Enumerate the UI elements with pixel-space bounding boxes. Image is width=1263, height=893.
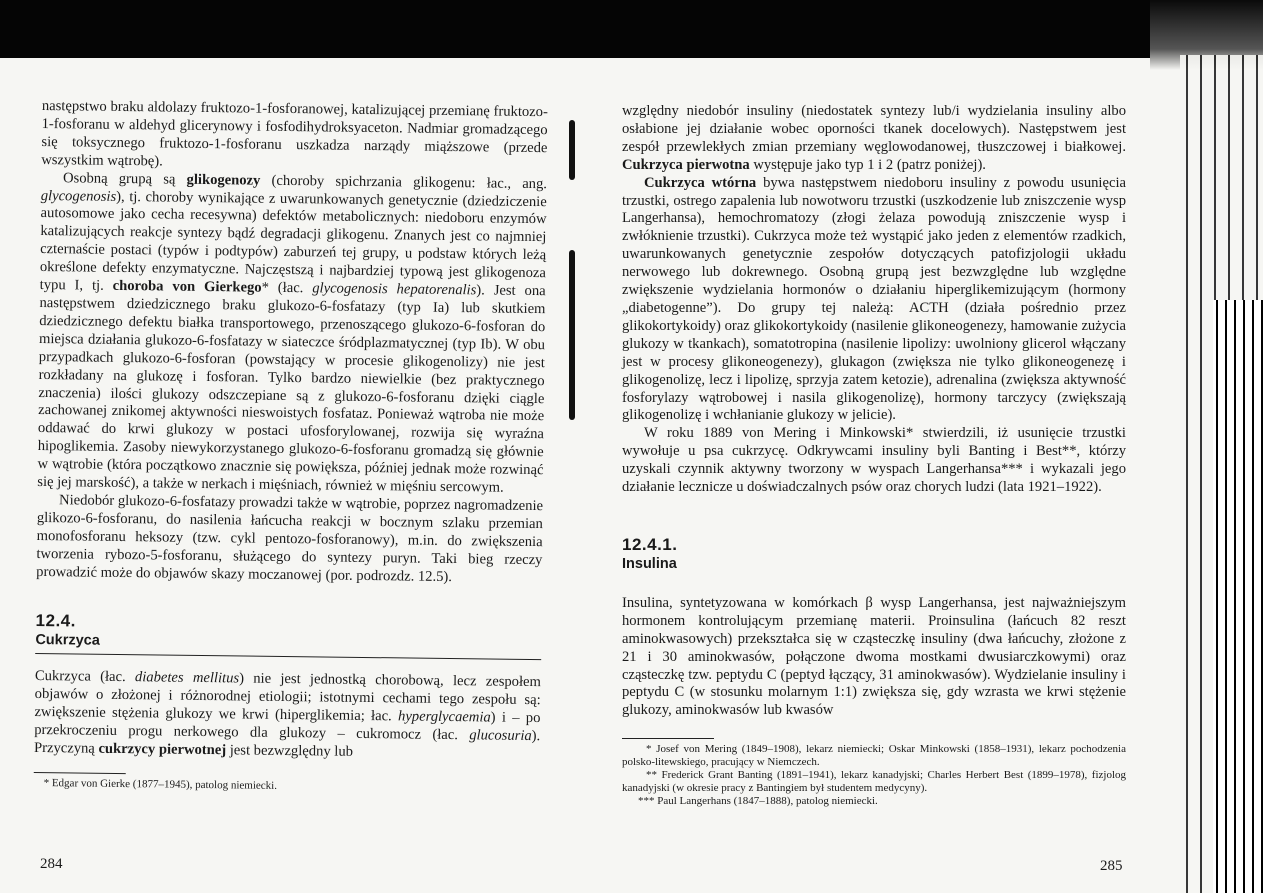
paragraph-history: W roku 1889 von Mering i Minkowski* stwierdzili, iż usunięcie trzustki wywołuje u psa cukrzycę. Odkrywcami insuliny byli Banting i Best**, którzy uzyskali czynnik aktywny tworzony w wyspach Langerhansa*** i wykazali jego działanie lecznicze u doświadczalnych psów oraz chorych ludzi (lata 1921–1922). — [622, 425, 1126, 496]
section-number: 12.4.1. — [622, 534, 678, 554]
paragraph: Niedobór glukozo-6-fosfatazy prowadzi także w wątrobie, poprzez nagromadzenie glikozo-6-fosforanu, do nasilenia łańcucha reakcji w bocznym szlaku przemian monofosforanu heksozy (tzw. cykl pentozo-fosforanowy), m.in. do zwiększenia tworzenia rybozo-5-fosforanu, służącego do syntezy puryn. Taki bieg rzeczy prowadzić może do objawów skazy moczanowej (por. podrozdz. 12.5). — [36, 492, 544, 585]
footnote: * Edgar von Gierke (1877–1945), patolog niemiecki. — [43, 777, 278, 792]
page-number-right: 285 — [1100, 858, 1123, 874]
paragraph: względny niedobór insuliny (niedostatek syntezy lub/i wydzielania insuliny albo osłabione jej działanie wobec oporności tkanek docelowych). Następstwem jest zespół przewlekłych zmian przemiany węglowodanowej, tłuszczowej i białkowej. Cukrzyca pierwotna występuje jako typ 1 i 2 (patrz poniżej). — [622, 103, 1126, 173]
paragraph-secondary-diabetes: Cukrzyca wtórna bywa następstwem niedoboru insuliny z powodu usunięcia trzustki, ostrego zapalenia lub nowotworu trzustki (uszkodzenie lub zniszczenie wysp Langerhansa), hemochromatozy (złogi żelaza powodują zniszczenie wysp i zwłóknienie trzustki). Cukrzyca może też wystąpić jako jeden z elementów rzadkich, uwarunkowanych genetycznie zespołów dotyczących patofizjologii układu nerwowego lub dokrewnego. Osobną grupą jest bezwzględne lub względne zwiększenie wydzielania hormonów o działaniu hiperglikemizującym (hormony „diabetogenne”). Do grupy tej należą: ACTH (działa pośrednio przez glikokortykoidy) oraz glikokortykoidy (nasilenie glikoneogenezy, hamowanie zużycia glukozy w tkankach), somatotropina (nasilenie lipolizy: uwolniony glicerol włączany jest w procesy glikoneogenezy), glukagon (zwiększa nie tylko glikoneogenezę i glikogenolizę, lecz i lipolizę, sprzyja zatem ketozie), adrenalina (zwiększa aktywność fosforylazy wątrobowej i nasila glikogenolizę), hormony tarczycy (zwiększają glikogenolizę i wchłanianie glukozy w jelicie). — [622, 174, 1126, 424]
paragraph-diabetes: Cukrzyca (łac. diabetes mellitus) nie jest jednostką chorobową, lecz zespołem objawów o złożonej i różnorodnej etiologii; istotnymi cechami tego zespołu są: zwiększenie stężenia glukozy we krwi (hiperglikemia; łac. hyperglycaemia) i – po przekroczeniu progu nerkowego dla glukozy – cukromocz (łac. glucosuria). Przyczyną cukrzycy pierwotnej jest bezwzględny lub — [33, 668, 541, 760]
paragraph-insulin: Insulina, syntetyzowana w komórkach β wysp Langerhansa, jest najważniejszym hormonem kontrolującym przemianę materii. Proinsulina (łańcuch 82 reszt aminokwasowych) przekształca się w cząsteczkę insuliny (dwa łańcuchy, złożone z 21 i 30 aminokwasów, połączone dwoma mostkami dwusiarczkowymi) oraz cząsteczkę tzw. peptydu C (peptyd łączący, 31 aminokwasów). Wydzielanie insuliny i peptydu C (w stosunku molarnym 1:1) zwiększa się, gdy wzrasta we krwi stężenie glukozy, aminokwasów lub kwasów — [622, 594, 1126, 719]
page-number-left: 284 — [40, 856, 63, 872]
subsection-heading — [622, 535, 1126, 573]
right-page-column — [622, 103, 1126, 808]
section-title: Insulina — [622, 555, 677, 572]
book-gutter — [562, 110, 580, 430]
footnote-rule — [622, 738, 714, 739]
scan-top-shadow — [0, 0, 1263, 58]
page-edges-dark — [1213, 300, 1263, 893]
left-page-column — [34, 98, 548, 796]
paragraph-glycogenosis: Osobną grupą są glikogenozy (choroby spichrzania glikogenu: łac., ang. glycogenosis), tj. choroby wynikające z uwarunkowanych genetycznie (dziedziczenie autosomowe jako cecha recesywna) defektów metabolicznych: niedoboru enzymów katalizujących reakcje syntezy bądź degradacji glikogenu. Znanych jest co najmniej czternaście postaci (typów i podtypów) zaburzeń tej grupy, u podstaw których leżą określone defekty enzymatyczne. Najczęstszą i najbardziej typową jest glikogenoza typu I, tj. choroba von Gierkego* (łac. glycogenosis hepatorenalis). Jest ona następstwem dziedzicznego braku glukozo-6-fosfatazy (typ Ia) lub skutkiem dziedzicznego defektu białka transportowego, przenoszącego glukozo-6-fosforan do miejsca działania glukozo-6-fosfatazy w siateczce śródplazmatycznej (typ Ib). W obu przypadkach glukozo-6-fosforan (powstający w procesie glikogenolizy) nie jest rozkładany na glukozę i fosforan. Tylko bardzo niewielkie (bez praktycznego znaczenia) ilości glukozy odszczepiane są z glukozo-6-fosforanu dzięki ciągle zachowanej znikomej aktywności nieswoistych fosfataz. Ponieważ wątroba nie może oddawać do krwi glukozy w postaci ufosforylowanej, rozwija się wyraźna hipoglikemia. Zasoby niewykorzystanego glukozo-6-fosforanu gromadzą się głównie w wątrobie (która początkowo znacznie się powiększa, później jednak może rozwinąć się jej marskość), a także w nerkach i mięśniach, również w mięśniu sercowym. — [37, 169, 548, 496]
section-number: 12.4. — [35, 611, 77, 631]
paragraph: następstwo braku aldolazy fruktozo-1-fosforanowej, katalizującej przemianę fruktozo-1-fosforanu w aldehyd glicerynowy i fosfodihydroksyaceton. Nadmiar gromadzącego się toksycznego fruktozo-1-fosforanu uszkadza narządy miąższowe (przede wszystkim wątrobę). — [41, 98, 548, 170]
section-heading — [35, 611, 541, 660]
footnotes: * Josef von Mering (1849–1908), lekarz niemiecki; Oskar Minkowski (1858–1931), lekarz pochodzenia polsko-litewskiego, pracujący w Niemczech. ** Frederick Grant Banting (1891–1941), lekarz kanadyjski; Charles Herbert Best (1899–1978), fizjolog kanadyjski (w okresie pracy z Bantingiem był studentem medycyny). *** Paul Langerhans (1847–1888), patolog niemiecki. — [622, 743, 1126, 808]
section-title: Cukrzyca — [35, 632, 100, 650]
footnote-rule — [34, 772, 126, 774]
